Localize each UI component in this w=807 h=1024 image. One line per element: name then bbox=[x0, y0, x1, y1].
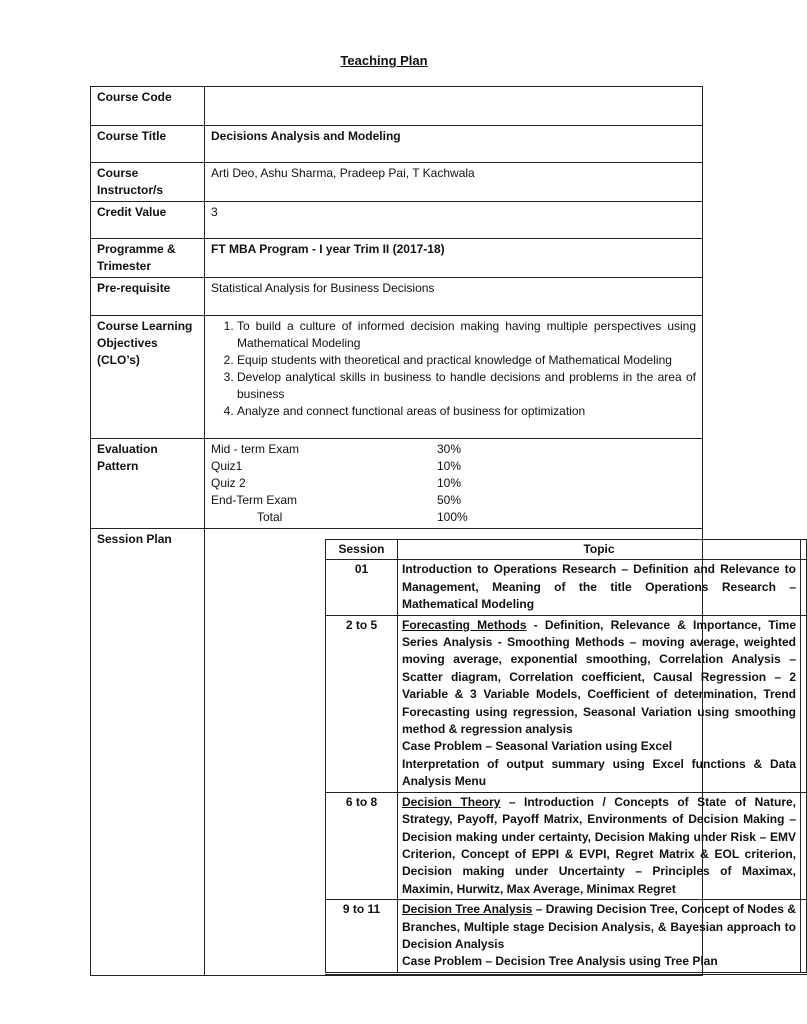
eval-name: End-Term Exam bbox=[211, 493, 298, 507]
row-instructors bbox=[91, 163, 703, 202]
session-row bbox=[326, 560, 807, 615]
page-title: Teaching Plan bbox=[340, 53, 428, 68]
row-credit bbox=[91, 202, 703, 239]
session-number: 9 to 11 bbox=[326, 900, 398, 974]
session-topic bbox=[398, 900, 801, 974]
spacer-col bbox=[801, 540, 807, 560]
programme-label: Programme & Trimester bbox=[91, 239, 205, 278]
session-number: 6 to 8 bbox=[326, 792, 398, 899]
row-course-title bbox=[91, 126, 703, 163]
clo-item: 3. Develop analytical skills in business to handle decisions and problems in the area of business bbox=[237, 369, 696, 403]
course-code-value bbox=[205, 87, 703, 126]
eval-total-row bbox=[211, 509, 696, 526]
session-row bbox=[326, 900, 807, 974]
session-plan-value bbox=[205, 529, 796, 976]
eval-item bbox=[211, 475, 696, 492]
topic-heading: Decision Theory bbox=[402, 794, 501, 809]
clo-list bbox=[211, 318, 696, 420]
eval-item bbox=[211, 458, 696, 475]
row-session-plan bbox=[91, 529, 703, 976]
topic-case: Case Problem – Decision Tree Analysis using Tree Plan bbox=[402, 954, 718, 969]
clo-value bbox=[205, 316, 703, 439]
eval-weight: 10% bbox=[437, 459, 462, 473]
topic-extra: Interpretation of output summary using Excel functions & Data Analysis Menu bbox=[402, 756, 796, 789]
credit-label: Credit Value bbox=[91, 202, 205, 239]
topic-col-header: Topic bbox=[398, 540, 801, 560]
row-programme bbox=[91, 239, 703, 278]
row-prereq bbox=[91, 278, 703, 316]
credit-value: 3 bbox=[205, 202, 703, 239]
eval-item bbox=[211, 492, 696, 509]
clo-item: 4. Analyze and connect functional areas of business for optimization bbox=[237, 403, 696, 420]
session-row bbox=[326, 615, 807, 792]
teaching-plan-table bbox=[90, 86, 796, 976]
spacer-col bbox=[801, 900, 807, 974]
prereq-label: Pre-requisite bbox=[91, 278, 205, 316]
eval-total-value: 100% bbox=[437, 510, 468, 524]
evaluation-label: Evaluation Pattern bbox=[91, 439, 205, 529]
eval-weight: 10% bbox=[437, 476, 462, 490]
row-evaluation bbox=[91, 439, 703, 529]
topic-heading: Forecasting Methods bbox=[402, 617, 527, 632]
course-code-label: Course Code bbox=[91, 87, 205, 126]
topic-case: Case Problem – Seasonal Variation using Excel bbox=[402, 739, 673, 754]
eval-name: Quiz 2 bbox=[211, 476, 246, 490]
session-topic bbox=[398, 792, 801, 899]
topic-body: - Definition, Relevance & Importance, Time Series Analysis - Smoothing Methods – moving average, weighted moving average, exponential smoothing, Correlation Analysis – Scatter diagram, Correlation coefficient, Causal Regression – 2 Variable & 3 Variable Models, Coefficient of determination, Trend Forecasting using regression, Seasonal Variation using smoothing method & regression analysis bbox=[402, 617, 796, 737]
spacer-col bbox=[801, 560, 807, 615]
eval-total-label: Total bbox=[257, 510, 283, 524]
session-number: 2 to 5 bbox=[326, 615, 398, 792]
topic-body: – Introduction / Concepts of State of Nature, Strategy, Payoff, Payoff Matrix, Environments of Decision Making – Decision making under certainty, Decision Making under Risk – EMV Criterion, Concept of EPPI & EVPI, Regret Matrix & EOL criterion, Decision making under Uncertainty – Principles of Maximax, Maximin, Hurwitz, Max Average, Minimax Regret bbox=[402, 794, 796, 896]
clo-item: 1. To build a culture of informed decision making having multiple perspectives using Mathematical Modeling bbox=[237, 318, 696, 352]
eval-weight: 50% bbox=[437, 493, 462, 507]
session-table-header bbox=[326, 540, 807, 560]
topic-heading: Decision Tree Analysis bbox=[402, 902, 533, 917]
course-title-label: Course Title bbox=[91, 126, 205, 163]
eval-item bbox=[211, 441, 696, 458]
eval-weight: 30% bbox=[437, 442, 462, 456]
evaluation-value bbox=[205, 439, 703, 529]
session-row bbox=[326, 792, 807, 899]
row-course-code bbox=[91, 87, 703, 126]
session-plan-label: Session Plan bbox=[91, 529, 205, 976]
row-clo bbox=[91, 316, 703, 439]
programme-value: FT MBA Program - I year Trim II (2017-18) bbox=[205, 239, 703, 278]
spacer-col bbox=[801, 615, 807, 792]
prereq-value: Statistical Analysis for Business Decisions bbox=[205, 278, 703, 316]
session-topic: Introduction to Operations Research – Definition and Relevance to Management, Meaning of the title Operations Research – Mathematical Modeling bbox=[398, 560, 801, 615]
clo-item: 2. Equip students with theoretical and practical knowledge of Mathematical Modeling bbox=[237, 352, 696, 369]
session-table bbox=[325, 539, 807, 975]
eval-name: Mid - term Exam bbox=[211, 442, 300, 456]
session-col-header: Session bbox=[326, 540, 398, 560]
session-topic bbox=[398, 615, 801, 792]
session-number: 01 bbox=[326, 560, 398, 615]
course-title-value: Decisions Analysis and Modeling bbox=[205, 126, 703, 163]
topic-body: – Drawing Decision Tree, Concept of Nodes & Branches, Multiple stage Decision Analysis, & Bayesian approach to Decision Analysis bbox=[402, 902, 796, 951]
eval-name: Quiz1 bbox=[211, 459, 243, 473]
spacer-col bbox=[801, 792, 807, 899]
instructors-value: Arti Deo, Ashu Sharma, Pradeep Pai, T Kachwala bbox=[205, 163, 703, 202]
clo-label: Course Learning Objectives (CLO’s) bbox=[91, 316, 205, 439]
instructors-label: Course Instructor/s bbox=[91, 163, 205, 202]
